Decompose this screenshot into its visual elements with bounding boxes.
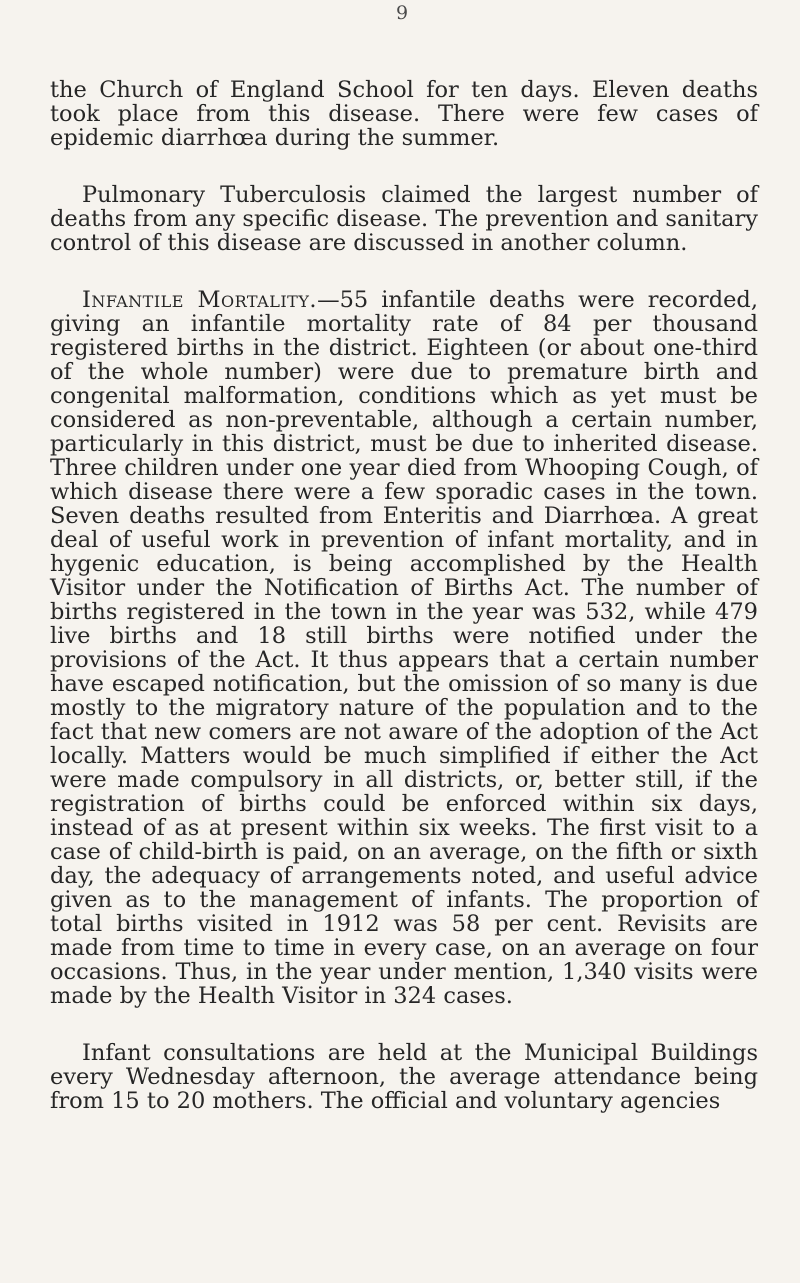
paragraph-diarrhoea: the Church of England School for ten days. Eleven deaths took place from this disease. There were few cases of epidemic diarrhœa during the summer. xyxy=(50,77,758,151)
paragraph-infantile-mortality-body: —55 infantile deaths were recorded, giving an infantile mortality rate of 84 per thousand registered births in the district. Eighteen (or about one-third of the whole number) were due to premature birth and congenital malformation, conditions which as yet must be considered as non-preventable, although a certain number, particularly in this district, must be due to inherited disease. Three children under one year died from Whooping Cough, of which disease there were a few sporadic cases in the town. Seven deaths resulted from Enteritis and Diarrhœa. A great deal of useful work in prevention of infant mortality, and in hygenic education, is being accomplished by the Health Visitor under the Notification of Births Act. The number of births registered in the town in the year was 532, while 479 live births and 18 still births were notified under the provisions of the Act. It thus appears that a certain number have escaped notification, but the omission of so many is due mostly to the migratory nature of the population and to the fact that new comers are not aware of the adoption of the Act locally. Matters would be much simplified if either the Act were made compulsory in all districts, or, better still, if the registration of births could be enforced within six days, instead of as at present within six weeks. The first visit to a case of child-birth is paid, on an average, on the fifth or sixth day, the adequacy of arrangements noted, and useful advice given as to the management of infants. The proportion of total births visited in 1912 was 58 per cent. Revisits are made from time to time in every case, on an average on four occasions. Thus, in the year under mention, 1,340 visits were made by the Health Visitor in 324 cases. xyxy=(50,287,758,1009)
page-number: 9 xyxy=(396,2,409,24)
paragraph-infant-consultations: Infant consultations are held at the Municipal Buildings every Wednesday afternoon, the average attendance being from 15 to 20 mothers. The official and voluntary agencies xyxy=(50,1040,758,1114)
paragraph-infantile-mortality xyxy=(50,288,758,1008)
body-text xyxy=(50,78,758,1113)
paragraph-tuberculosis: Pulmonary Tuberculosis claimed the largest number of deaths from any specific disease. The prevention and sanitary control of this disease are discussed in another column. xyxy=(50,182,758,256)
section-heading-infantile-mortality: Infantile Mortality. xyxy=(82,287,318,313)
